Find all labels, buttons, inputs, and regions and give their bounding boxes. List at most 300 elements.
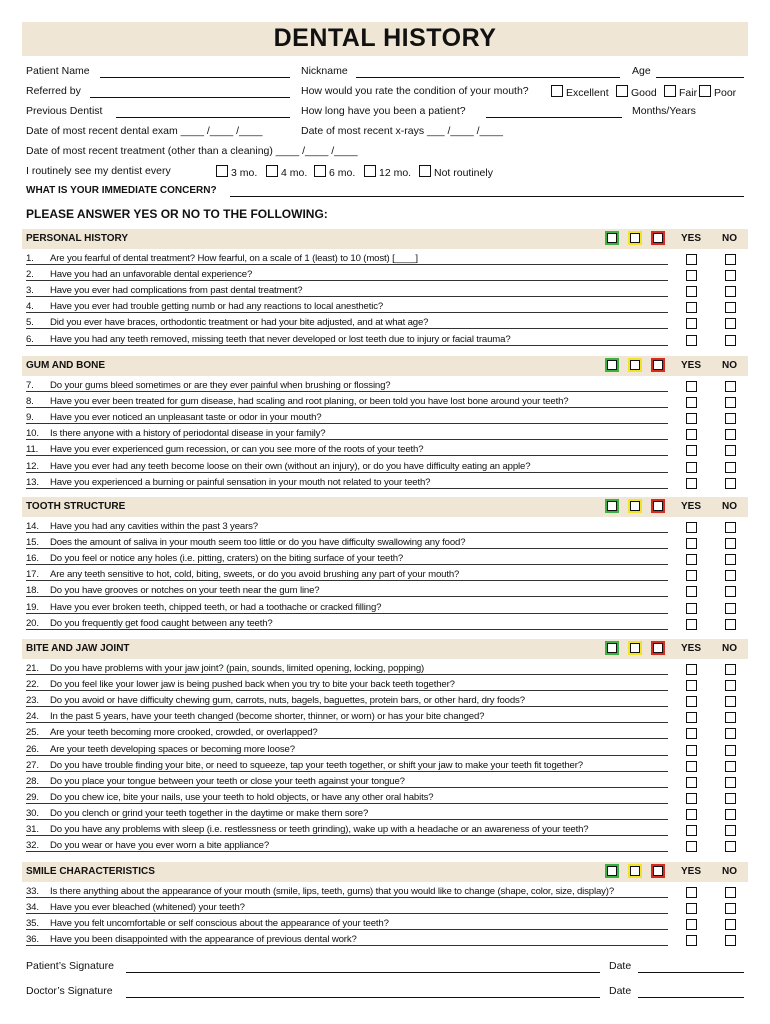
square-inner xyxy=(607,866,617,876)
frequency-4mo[interactable]: 4 mo. xyxy=(266,165,307,179)
no-checkbox[interactable] xyxy=(725,538,736,549)
no-checkbox[interactable] xyxy=(725,664,736,675)
no-checkbox[interactable] xyxy=(725,745,736,756)
no-checkbox[interactable] xyxy=(725,462,736,473)
nickname-label: Nickname xyxy=(301,65,348,77)
patient-signature-label: Patient’s Signature xyxy=(26,960,114,972)
doctor-signature-label: Doctor’s Signature xyxy=(26,985,113,997)
question-text: Are your teeth becoming more crooked, crowded, or overlapped? xyxy=(50,727,318,739)
question-text: Do your gums bleed sometimes or are they ever painful when brushing or flossing? xyxy=(50,380,391,391)
answer-line xyxy=(26,945,668,946)
question-row xyxy=(26,334,511,345)
question-text: Have you ever bleached (whitened) your teeth? xyxy=(50,902,245,914)
no-checkbox[interactable] xyxy=(725,935,736,946)
no-checkbox[interactable] xyxy=(725,302,736,313)
answer-line xyxy=(26,345,668,346)
question-number: 7. xyxy=(26,380,34,391)
yes-checkbox[interactable] xyxy=(686,522,697,533)
yes-checkbox[interactable] xyxy=(686,619,697,630)
question-number: 20. xyxy=(26,617,39,629)
question-number: 11. xyxy=(26,444,39,456)
answer-line xyxy=(26,835,668,836)
frequency-12mo[interactable]: 12 mo. xyxy=(364,165,411,179)
referred-by-field[interactable] xyxy=(90,97,290,98)
question-number: 9. xyxy=(26,412,34,424)
question-number: 32. xyxy=(26,840,39,852)
question-row xyxy=(26,902,245,913)
question-number: 4. xyxy=(26,301,34,313)
no-checkbox[interactable] xyxy=(725,522,736,533)
yes-checkbox[interactable] xyxy=(686,935,697,946)
no-checkbox[interactable] xyxy=(725,335,736,346)
square-inner xyxy=(653,360,663,370)
how-long-label: How long have you been a patient? xyxy=(301,105,466,117)
rating-square-icon[interactable] xyxy=(651,641,665,655)
no-checkbox[interactable] xyxy=(725,619,736,630)
section-header xyxy=(22,497,748,517)
yes-checkbox[interactable] xyxy=(686,270,697,281)
no-checkbox[interactable] xyxy=(725,841,736,852)
answer-line xyxy=(26,472,668,473)
section-title: GUM AND BONE xyxy=(26,360,106,371)
no-checkbox[interactable] xyxy=(725,570,736,581)
question-number: 22. xyxy=(26,679,39,691)
yes-checkbox[interactable] xyxy=(686,841,697,852)
recent-exam-label[interactable]: Date of most recent dental exam ____ /____ /____ xyxy=(26,125,263,137)
yes-checkbox[interactable] xyxy=(686,462,697,473)
answer-line xyxy=(26,913,668,914)
question-text: Have you experienced a burning or painful sensation in your mouth not related to your teeth? xyxy=(50,476,431,488)
question-text: Have you ever noticed an unpleasant taste or odor in your mouth? xyxy=(50,412,322,424)
question-row xyxy=(26,521,258,532)
square-inner xyxy=(630,643,640,653)
square-inner xyxy=(653,501,663,511)
yes-checkbox[interactable] xyxy=(686,809,697,820)
checkbox-icon[interactable] xyxy=(364,165,376,177)
question-text: Are your teeth developing spaces or becoming more loose? xyxy=(50,743,295,755)
question-number: 31. xyxy=(26,824,39,835)
frequency-3mo[interactable]: 3 mo. xyxy=(216,165,257,179)
question-row xyxy=(26,444,423,455)
doctor-date-field[interactable] xyxy=(638,997,744,998)
square-inner xyxy=(653,233,663,243)
question-text: Did you ever have braces, orthodontic treatment or had your bite adjusted, and at what age? xyxy=(50,317,429,329)
no-checkbox[interactable] xyxy=(725,603,736,614)
question-number: 19. xyxy=(26,601,39,613)
page-title: DENTAL HISTORY xyxy=(273,24,497,52)
question-row xyxy=(26,461,530,472)
answer-line xyxy=(26,296,668,297)
question-row xyxy=(26,585,319,596)
yes-checkbox[interactable] xyxy=(686,664,697,675)
question-text: In the past 5 years, have your teeth changed (become shorter, thinner, or worn) or has your bite changed? xyxy=(50,711,485,723)
instructions-heading: PLEASE ANSWER YES OR NO TO THE FOLLOWING: xyxy=(26,207,328,221)
no-checkbox[interactable] xyxy=(725,254,736,265)
answer-line xyxy=(26,455,668,456)
yes-header: YES xyxy=(681,643,702,654)
question-number: 26. xyxy=(26,743,39,755)
answer-line xyxy=(26,722,668,723)
question-row xyxy=(26,618,273,629)
question-text: Do you place your tongue between your teeth or close your teeth against your tongue? xyxy=(50,775,405,787)
square-inner xyxy=(653,866,663,876)
answer-line xyxy=(26,328,668,329)
question-row xyxy=(26,412,321,423)
rating-square-icon[interactable] xyxy=(651,864,665,878)
question-row xyxy=(26,695,525,706)
question-row xyxy=(26,711,484,722)
question-row xyxy=(26,776,405,787)
question-row xyxy=(26,301,383,312)
question-row xyxy=(26,886,614,897)
answer-line xyxy=(26,264,668,265)
section-title: TOOTH STRUCTURE xyxy=(26,501,126,512)
question-row xyxy=(26,380,391,391)
square-inner xyxy=(630,360,640,370)
answer-line xyxy=(26,280,668,281)
question-row xyxy=(26,477,430,488)
rating-square-icon[interactable] xyxy=(605,499,619,513)
yes-checkbox[interactable] xyxy=(686,478,697,489)
question-text: Have you had any teeth removed, missing teeth that never developed or lost teeth due to injury or facial trauma? xyxy=(50,333,511,345)
question-text: Do you frequently get food caught between any teeth? xyxy=(50,617,273,629)
answer-line xyxy=(26,439,668,440)
section-header xyxy=(22,356,748,376)
yes-checkbox[interactable] xyxy=(686,761,697,772)
answer-line xyxy=(26,803,668,804)
rating-square-icon[interactable] xyxy=(628,864,642,878)
question-text: Have you ever had trouble getting numb or had any reactions to local anesthetic? xyxy=(50,301,384,313)
yes-checkbox[interactable] xyxy=(686,413,697,424)
rating-square-icon[interactable] xyxy=(628,641,642,655)
question-text: Have you felt uncomfortable or self conscious about the appearance of your teeth? xyxy=(50,918,389,930)
question-text: Have you ever had complications from past dental treatment? xyxy=(50,285,303,297)
answer-line xyxy=(26,548,668,549)
question-text: Do you wear or have you ever worn a bite appliance? xyxy=(50,840,270,852)
answer-line xyxy=(26,738,668,739)
rating-square-icon[interactable] xyxy=(605,231,619,245)
referred-by-label: Referred by xyxy=(26,85,81,97)
yes-checkbox[interactable] xyxy=(686,696,697,707)
answer-line xyxy=(26,488,668,489)
doctor-date-label: Date xyxy=(609,985,632,997)
question-number: 33. xyxy=(26,886,39,897)
answer-line xyxy=(26,787,668,788)
no-header: NO xyxy=(722,501,737,512)
question-number: 15. xyxy=(26,537,39,549)
question-row xyxy=(26,679,455,690)
answer-line xyxy=(26,423,668,424)
rating-square-icon[interactable] xyxy=(605,864,619,878)
yes-checkbox[interactable] xyxy=(686,570,697,581)
square-inner xyxy=(607,501,617,511)
question-number: 13. xyxy=(26,476,39,488)
question-text: Are you fearful of dental treatment? How fearful, on a scale of 1 (least) to 10 (most) [____] xyxy=(50,253,418,264)
question-number: 29. xyxy=(26,791,39,803)
yes-checkbox[interactable] xyxy=(686,586,697,597)
question-text: Do you feel or notice any holes (i.e. pitting, craters) on the biting surface of your teeth? xyxy=(50,553,404,565)
no-checkbox[interactable] xyxy=(725,696,736,707)
question-text: Do you have trouble finding your bite, or need to squeeze, tap your teeth together, or shift your jaw to make your teeth fit together? xyxy=(50,759,583,771)
question-row xyxy=(26,285,302,296)
question-row xyxy=(26,727,318,738)
answer-line xyxy=(26,391,668,392)
concern-field[interactable] xyxy=(230,196,744,197)
answer-line xyxy=(26,596,668,597)
checkbox-icon[interactable] xyxy=(551,85,563,97)
section-header xyxy=(22,862,748,882)
no-checkbox[interactable] xyxy=(725,825,736,836)
yes-checkbox[interactable] xyxy=(686,381,697,392)
yes-checkbox[interactable] xyxy=(686,919,697,930)
square-inner xyxy=(630,866,640,876)
nickname-field[interactable] xyxy=(356,77,620,78)
question-number: 34. xyxy=(26,902,39,914)
yes-checkbox[interactable] xyxy=(686,793,697,804)
no-header: NO xyxy=(722,643,737,654)
square-inner xyxy=(607,233,617,243)
answer-line xyxy=(26,564,668,565)
condition-question: How would you rate the condition of your mouth? xyxy=(301,85,529,97)
no-checkbox[interactable] xyxy=(725,728,736,739)
no-checkbox[interactable] xyxy=(725,554,736,565)
yes-checkbox[interactable] xyxy=(686,603,697,614)
yes-checkbox[interactable] xyxy=(686,397,697,408)
yes-checkbox[interactable] xyxy=(686,777,697,788)
patient-date-field[interactable] xyxy=(638,972,744,973)
condition-fair[interactable]: Fair xyxy=(664,85,697,99)
yes-checkbox[interactable] xyxy=(686,302,697,313)
question-text: Have you ever experienced gum recession, or can you see more of the roots of your teeth? xyxy=(50,444,424,456)
question-number: 6. xyxy=(26,333,34,345)
no-checkbox[interactable] xyxy=(725,761,736,772)
yes-checkbox[interactable] xyxy=(686,728,697,739)
no-checkbox[interactable] xyxy=(725,381,736,392)
answer-line xyxy=(26,771,668,772)
square-inner xyxy=(630,233,640,243)
question-row xyxy=(26,317,428,328)
previous-dentist-field[interactable] xyxy=(116,117,290,118)
no-header: NO xyxy=(722,866,737,877)
question-number: 23. xyxy=(26,695,39,707)
yes-header: YES xyxy=(681,360,702,371)
recent-xrays-label[interactable]: Date of most recent x-rays ___ /____ /____ xyxy=(301,125,503,137)
no-checkbox[interactable] xyxy=(725,887,736,898)
question-number: 28. xyxy=(26,775,39,787)
question-text: Is there anything about the appearance of your mouth (smile, lips, teeth, gums) that you would like to change (shape, color, size, display)? xyxy=(50,886,615,897)
no-checkbox[interactable] xyxy=(725,429,736,440)
rating-square-icon[interactable] xyxy=(628,499,642,513)
answer-line xyxy=(26,690,668,691)
months-years-label: Months/Years xyxy=(632,105,696,117)
question-text: Do you have problems with your jaw joint? (pain, sounds, limited opening, locking, popping) xyxy=(50,663,425,674)
yes-header: YES xyxy=(681,233,702,244)
rating-square-icon[interactable] xyxy=(628,231,642,245)
question-text: Is there anyone with a history of periodontal disease in your family? xyxy=(50,428,326,440)
condition-excellent[interactable]: Excellent xyxy=(551,85,609,99)
question-text: Have you ever been treated for gum disease, had scaling and root planing, or been told you have lost bone around your teeth? xyxy=(50,396,569,408)
yes-checkbox[interactable] xyxy=(686,903,697,914)
section-title: BITE AND JAW JOINT xyxy=(26,643,130,654)
question-number: 8. xyxy=(26,396,34,408)
rating-square-icon[interactable] xyxy=(651,231,665,245)
checkbox-icon[interactable] xyxy=(616,85,628,97)
square-inner xyxy=(607,360,617,370)
question-row xyxy=(26,744,295,755)
question-row xyxy=(26,428,326,439)
question-number: 17. xyxy=(26,569,39,581)
no-checkbox[interactable] xyxy=(725,397,736,408)
yes-checkbox[interactable] xyxy=(686,745,697,756)
how-long-field[interactable] xyxy=(486,117,622,118)
frequency-not-routinely[interactable]: Not routinely xyxy=(419,165,493,179)
question-number: 30. xyxy=(26,807,39,819)
patient-name-label: Patient Name xyxy=(26,65,90,77)
answer-line xyxy=(26,851,668,852)
checkbox-icon[interactable] xyxy=(699,85,711,97)
answer-line xyxy=(26,312,668,313)
question-row xyxy=(26,808,368,819)
yes-checkbox[interactable] xyxy=(686,318,697,329)
answer-line xyxy=(26,532,668,533)
concern-label: WHAT IS YOUR IMMEDIATE CONCERN? xyxy=(26,185,217,196)
age-label: Age xyxy=(632,65,651,77)
rating-square-icon[interactable] xyxy=(628,358,642,372)
yes-checkbox[interactable] xyxy=(686,445,697,456)
recent-treatment-label[interactable]: Date of most recent treatment (other than a cleaning) ____ /____ /____ xyxy=(26,145,358,157)
doctor-signature-field[interactable] xyxy=(126,997,600,998)
question-text: Does the amount of saliva in your mouth seem too little or do you have difficulty swallowing any food? xyxy=(50,537,466,549)
question-text: Have you ever broken teeth, chipped teeth, or had a toothache or cracked filling? xyxy=(50,601,382,613)
section-header xyxy=(22,229,748,249)
condition-poor[interactable]: Poor xyxy=(699,85,736,99)
question-number: 1. xyxy=(26,253,34,264)
question-number: 24. xyxy=(26,711,39,723)
question-text: Do you have any problems with sleep (i.e. restlessness or teeth grinding), wake up with a headache or an awareness of your teeth? xyxy=(50,824,589,835)
question-row xyxy=(26,934,357,945)
yes-header: YES xyxy=(681,866,702,877)
yes-checkbox[interactable] xyxy=(686,538,697,549)
no-checkbox[interactable] xyxy=(725,478,736,489)
no-checkbox[interactable] xyxy=(725,445,736,456)
no-header: NO xyxy=(722,360,737,371)
checkbox-icon[interactable] xyxy=(266,165,278,177)
square-inner xyxy=(630,501,640,511)
checkbox-icon[interactable] xyxy=(314,165,326,177)
no-checkbox[interactable] xyxy=(725,793,736,804)
question-number: 14. xyxy=(26,521,39,532)
yes-checkbox[interactable] xyxy=(686,254,697,265)
no-checkbox[interactable] xyxy=(725,286,736,297)
previous-dentist-label: Previous Dentist xyxy=(26,105,103,117)
no-checkbox[interactable] xyxy=(725,318,736,329)
yes-checkbox[interactable] xyxy=(686,825,697,836)
answer-line xyxy=(26,407,668,408)
question-row xyxy=(26,396,568,407)
square-inner xyxy=(653,643,663,653)
question-number: 27. xyxy=(26,759,39,771)
no-checkbox[interactable] xyxy=(725,586,736,597)
question-text: Have you been disappointed with the appearance of previous dental work? xyxy=(50,934,357,946)
no-checkbox[interactable] xyxy=(725,777,736,788)
rating-square-icon[interactable] xyxy=(651,358,665,372)
question-number: 10. xyxy=(26,428,39,440)
yes-checkbox[interactable] xyxy=(686,887,697,898)
question-number: 36. xyxy=(26,934,39,946)
question-row xyxy=(26,602,381,613)
checkbox-icon[interactable] xyxy=(664,85,676,97)
question-number: 16. xyxy=(26,553,39,565)
yes-checkbox[interactable] xyxy=(686,429,697,440)
condition-good[interactable]: Good xyxy=(616,85,657,99)
yes-checkbox[interactable] xyxy=(686,335,697,346)
answer-line xyxy=(26,929,668,930)
frequency-6mo[interactable]: 6 mo. xyxy=(314,165,355,179)
no-checkbox[interactable] xyxy=(725,680,736,691)
no-checkbox[interactable] xyxy=(725,903,736,914)
yes-checkbox[interactable] xyxy=(686,286,697,297)
answer-line xyxy=(26,580,668,581)
question-row xyxy=(26,760,583,771)
no-checkbox[interactable] xyxy=(725,712,736,723)
question-number: 25. xyxy=(26,727,39,739)
yes-header: YES xyxy=(681,501,702,512)
question-number: 18. xyxy=(26,585,39,597)
section-header xyxy=(22,639,748,659)
question-text: Have you had an unfavorable dental experience? xyxy=(50,269,253,281)
answer-line xyxy=(26,613,668,614)
checkbox-icon[interactable] xyxy=(216,165,228,177)
patient-signature-field[interactable] xyxy=(126,972,600,973)
no-checkbox[interactable] xyxy=(725,919,736,930)
checkbox-icon[interactable] xyxy=(419,165,431,177)
title-bar xyxy=(22,22,748,56)
question-number: 21. xyxy=(26,663,39,674)
question-text: Do you have grooves or notches on your teeth near the gum line? xyxy=(50,585,320,597)
rating-square-icon[interactable] xyxy=(651,499,665,513)
section-title: PERSONAL HISTORY xyxy=(26,233,129,244)
no-checkbox[interactable] xyxy=(725,809,736,820)
age-field[interactable] xyxy=(656,77,744,78)
section-title: SMILE CHARACTERISTICS xyxy=(26,866,155,877)
question-text: Do you feel like your lower jaw is being pushed back when you try to bite your back teeth together? xyxy=(50,679,455,691)
answer-line xyxy=(26,755,668,756)
no-header: NO xyxy=(722,233,737,244)
question-text: Are any teeth sensitive to hot, cold, biting, sweets, or do you avoid brushing any part of your mouth? xyxy=(50,569,460,581)
yes-checkbox[interactable] xyxy=(686,680,697,691)
question-row xyxy=(26,824,588,835)
question-row xyxy=(26,792,433,803)
answer-line xyxy=(26,897,668,898)
no-checkbox[interactable] xyxy=(725,413,736,424)
question-row xyxy=(26,253,418,264)
yes-checkbox[interactable] xyxy=(686,554,697,565)
question-text: Have you had any cavities within the past 3 years? xyxy=(50,521,258,532)
question-number: 3. xyxy=(26,285,34,297)
yes-checkbox[interactable] xyxy=(686,712,697,723)
answer-line xyxy=(26,706,668,707)
rating-square-icon[interactable] xyxy=(605,641,619,655)
no-checkbox[interactable] xyxy=(725,270,736,281)
rating-square-icon[interactable] xyxy=(605,358,619,372)
square-inner xyxy=(607,643,617,653)
question-row xyxy=(26,269,252,280)
question-text: Do you avoid or have difficulty chewing gum, carrots, nuts, bagels, baguettes, protein bars, or other hard, dry foods? xyxy=(50,695,525,707)
answer-line xyxy=(26,819,668,820)
question-number: 35. xyxy=(26,918,39,930)
answer-line xyxy=(26,674,668,675)
patient-name-field[interactable] xyxy=(100,77,290,78)
